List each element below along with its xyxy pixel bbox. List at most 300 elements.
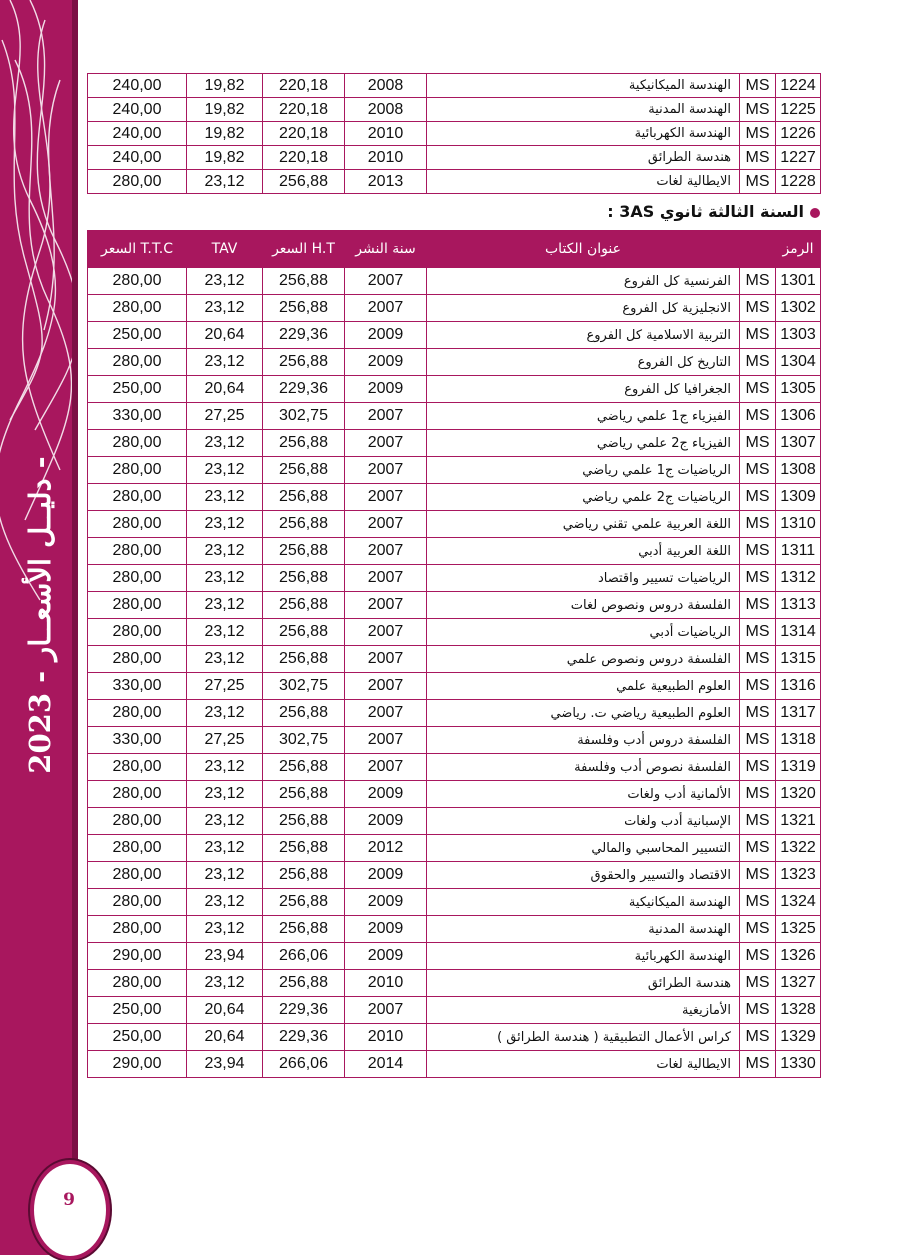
price-ttc-cell: 280,00: [88, 619, 187, 646]
price-ttc-cell: 280,00: [88, 349, 187, 376]
price-ht-cell: 256,88: [263, 781, 345, 808]
table-row: [88, 295, 821, 322]
price-ht-cell: 229,36: [263, 997, 345, 1024]
book-title-cell: الايطالية لغات: [427, 1051, 740, 1078]
price-ht-cell: 256,88: [263, 268, 345, 295]
publisher-cell: MS: [740, 376, 776, 403]
tav-cell: 23,12: [187, 970, 263, 997]
code-cell: 1307: [776, 430, 821, 457]
price-ht-cell: 220,18: [263, 74, 345, 98]
publisher-cell: MS: [740, 916, 776, 943]
price-ttc-cell: 330,00: [88, 403, 187, 430]
code-cell: 1314: [776, 619, 821, 646]
publisher-cell: MS: [740, 430, 776, 457]
publisher-cell: MS: [740, 727, 776, 754]
year-cell: 2009: [345, 862, 427, 889]
tav-cell: 27,25: [187, 403, 263, 430]
table-row: [88, 808, 821, 835]
price-ttc-cell: 290,00: [88, 1051, 187, 1078]
book-title-cell: الرياضيات ج1 علمي رياضي: [427, 457, 740, 484]
book-title-cell: الهندسة المدنية: [427, 98, 740, 122]
price-ttc-cell: 280,00: [88, 970, 187, 997]
price-ht-cell: 256,88: [263, 457, 345, 484]
code-cell: 1317: [776, 700, 821, 727]
price-ttc-cell: 280,00: [88, 889, 187, 916]
price-ttc-cell: 330,00: [88, 727, 187, 754]
year-cell: 2007: [345, 430, 427, 457]
tav-cell: 23,12: [187, 170, 263, 194]
publisher-cell: MS: [740, 1051, 776, 1078]
heading-label: السنة الثالثة ثانوي: [659, 202, 804, 221]
table-row: [88, 430, 821, 457]
price-ht-cell: 256,88: [263, 619, 345, 646]
tav-cell: 23,12: [187, 430, 263, 457]
publisher-cell: MS: [740, 970, 776, 997]
tav-cell: 19,82: [187, 74, 263, 98]
tav-cell: 20,64: [187, 997, 263, 1024]
tav-cell: 23,12: [187, 781, 263, 808]
table-row: [88, 700, 821, 727]
table-row: [88, 376, 821, 403]
publisher-cell: MS: [740, 808, 776, 835]
side-title: دليــل الأسعــار - 2023 -: [23, 456, 57, 774]
price-ht-cell: 256,88: [263, 295, 345, 322]
price-ht-cell: 220,18: [263, 146, 345, 170]
price-ttc-cell: 280,00: [88, 170, 187, 194]
page-number-badge: [30, 1160, 110, 1260]
tav-cell: 23,12: [187, 754, 263, 781]
tav-cell: 23,12: [187, 565, 263, 592]
price-ht-cell: 256,88: [263, 646, 345, 673]
price-ht-cell: 266,06: [263, 943, 345, 970]
price-ttc-cell: 330,00: [88, 673, 187, 700]
price-ttc-cell: 280,00: [88, 862, 187, 889]
price-ttc-cell: 240,00: [88, 122, 187, 146]
book-title-cell: الإسبانية أدب ولغات: [427, 808, 740, 835]
price-ttc-cell: 280,00: [88, 781, 187, 808]
tav-cell: 23,12: [187, 457, 263, 484]
table-row: [88, 98, 821, 122]
book-title-cell: الألمانية أدب ولغات: [427, 781, 740, 808]
price-table-3as: [87, 230, 821, 1078]
book-title-cell: الفرنسية كل الفروع: [427, 268, 740, 295]
book-title-cell: الهندسة المدنية: [427, 916, 740, 943]
tav-cell: 27,25: [187, 727, 263, 754]
book-title-cell: الهندسة الميكانيكية: [427, 889, 740, 916]
table-row: [88, 268, 821, 295]
book-title-cell: الهندسة الكهربائية: [427, 122, 740, 146]
tav-cell: 23,12: [187, 808, 263, 835]
table-row: [88, 646, 821, 673]
table-row: [88, 970, 821, 997]
year-cell: 2007: [345, 673, 427, 700]
year-cell: 2012: [345, 835, 427, 862]
code-cell: 1320: [776, 781, 821, 808]
price-ttc-cell: 240,00: [88, 74, 187, 98]
price-table-continued: [87, 73, 821, 194]
year-cell: 2014: [345, 1051, 427, 1078]
price-ht-cell: 256,88: [263, 970, 345, 997]
tav-cell: 23,12: [187, 268, 263, 295]
tav-cell: 20,64: [187, 322, 263, 349]
header-code: الرمز: [776, 231, 821, 268]
year-cell: 2009: [345, 943, 427, 970]
code-cell: 1303: [776, 322, 821, 349]
book-title-cell: التاريخ كل الفروع: [427, 349, 740, 376]
year-cell: 2007: [345, 295, 427, 322]
table-row: [88, 781, 821, 808]
section-heading: [420, 202, 820, 228]
year-cell: 2009: [345, 781, 427, 808]
code-cell: 1325: [776, 916, 821, 943]
header-tav: TAV: [187, 231, 263, 268]
publisher-cell: MS: [740, 74, 776, 98]
price-ht-cell: 229,36: [263, 376, 345, 403]
publisher-cell: MS: [740, 457, 776, 484]
price-ttc-cell: 240,00: [88, 146, 187, 170]
sidebar: [0, 0, 78, 1255]
table-row: [88, 727, 821, 754]
table-row: [88, 619, 821, 646]
tav-cell: 23,12: [187, 295, 263, 322]
code-cell: 1312: [776, 565, 821, 592]
code-cell: 1329: [776, 1024, 821, 1051]
table-row: [88, 943, 821, 970]
price-ttc-cell: 240,00: [88, 98, 187, 122]
tav-cell: 23,12: [187, 862, 263, 889]
tav-cell: 23,12: [187, 646, 263, 673]
price-ttc-cell: 280,00: [88, 700, 187, 727]
tav-cell: 23,94: [187, 943, 263, 970]
publisher-cell: MS: [740, 889, 776, 916]
book-title-cell: الفلسفة دروس ونصوص لغات: [427, 592, 740, 619]
publisher-cell: MS: [740, 781, 776, 808]
table-row: [88, 170, 821, 194]
publisher-cell: MS: [740, 943, 776, 970]
price-ttc-cell: 250,00: [88, 997, 187, 1024]
header-year: سنة النشر: [345, 231, 427, 268]
book-title-cell: الانجليزية كل الفروع: [427, 295, 740, 322]
price-ht-cell: 302,75: [263, 727, 345, 754]
price-ht-cell: 229,36: [263, 322, 345, 349]
price-ttc-cell: 280,00: [88, 457, 187, 484]
year-cell: 2009: [345, 808, 427, 835]
publisher-cell: MS: [740, 700, 776, 727]
publisher-cell: MS: [740, 146, 776, 170]
price-ht-cell: 256,88: [263, 592, 345, 619]
tav-cell: 23,12: [187, 889, 263, 916]
publisher-cell: MS: [740, 349, 776, 376]
year-cell: 2010: [345, 146, 427, 170]
code-cell: 1316: [776, 673, 821, 700]
year-cell: 2007: [345, 727, 427, 754]
code-cell: 1315: [776, 646, 821, 673]
code-cell: 1308: [776, 457, 821, 484]
heading-code: 3AS: [619, 202, 655, 221]
table-row: [88, 997, 821, 1024]
book-title-cell: الجغرافيا كل الفروع: [427, 376, 740, 403]
table-row: [88, 511, 821, 538]
price-ht-cell: 256,88: [263, 349, 345, 376]
year-cell: 2007: [345, 457, 427, 484]
publisher-cell: MS: [740, 592, 776, 619]
code-cell: 1318: [776, 727, 821, 754]
header-price-ht: السعر H.T: [263, 231, 345, 268]
price-ttc-cell: 280,00: [88, 295, 187, 322]
tav-cell: 20,64: [187, 1024, 263, 1051]
tav-cell: 19,82: [187, 122, 263, 146]
publisher-cell: MS: [740, 170, 776, 194]
tav-cell: 23,12: [187, 511, 263, 538]
publisher-cell: MS: [740, 1024, 776, 1051]
code-cell: 1306: [776, 403, 821, 430]
year-cell: 2008: [345, 98, 427, 122]
tav-cell: 23,94: [187, 1051, 263, 1078]
year-cell: 2010: [345, 970, 427, 997]
price-ttc-cell: 280,00: [88, 754, 187, 781]
book-title-cell: اللغة العربية علمي تقني رياضي: [427, 511, 740, 538]
book-title-cell: الاقتصاد والتسيير والحقوق: [427, 862, 740, 889]
book-title-cell: الهندسة الميكانيكية: [427, 74, 740, 98]
table-row: [88, 916, 821, 943]
publisher-cell: MS: [740, 268, 776, 295]
price-ttc-cell: 250,00: [88, 1024, 187, 1051]
code-cell: 1310: [776, 511, 821, 538]
code-cell: 1304: [776, 349, 821, 376]
book-title-cell: كراس الأعمال التطبيقية ( هندسة الطرائق ): [427, 1024, 740, 1051]
table-row: [88, 835, 821, 862]
table-row: [88, 1024, 821, 1051]
price-ht-cell: 256,88: [263, 754, 345, 781]
year-cell: 2009: [345, 322, 427, 349]
table-row: [88, 889, 821, 916]
tav-cell: 23,12: [187, 538, 263, 565]
price-ht-cell: 256,88: [263, 808, 345, 835]
code-cell: 1328: [776, 997, 821, 1024]
book-title-cell: اللغة العربية أدبي: [427, 538, 740, 565]
book-title-cell: الأمازيغية: [427, 997, 740, 1024]
book-title-cell: الفلسفة دروس أدب وفلسفة: [427, 727, 740, 754]
price-ttc-cell: 280,00: [88, 538, 187, 565]
code-cell: 1326: [776, 943, 821, 970]
year-cell: 2009: [345, 349, 427, 376]
publisher-cell: MS: [740, 538, 776, 565]
year-cell: 2013: [345, 170, 427, 194]
price-ht-cell: 302,75: [263, 403, 345, 430]
tav-cell: 19,82: [187, 98, 263, 122]
publisher-cell: MS: [740, 98, 776, 122]
book-title-cell: التسيير المحاسبي والمالي: [427, 835, 740, 862]
publisher-cell: MS: [740, 565, 776, 592]
code-cell: 1311: [776, 538, 821, 565]
price-ttc-cell: 280,00: [88, 430, 187, 457]
price-ttc-cell: 280,00: [88, 592, 187, 619]
book-title-cell: الرياضيات ج2 علمي رياضي: [427, 484, 740, 511]
code-cell: 1321: [776, 808, 821, 835]
year-cell: 2009: [345, 376, 427, 403]
year-cell: 2007: [345, 997, 427, 1024]
publisher-cell: MS: [740, 862, 776, 889]
book-title-cell: الرياضيات تسيير واقتصاد: [427, 565, 740, 592]
year-cell: 2007: [345, 538, 427, 565]
code-cell: 1227: [776, 146, 821, 170]
publisher-cell: MS: [740, 484, 776, 511]
table-row: [88, 74, 821, 98]
year-cell: 2010: [345, 122, 427, 146]
sidebar-edge: [72, 0, 78, 1255]
code-cell: 1224: [776, 74, 821, 98]
price-ttc-cell: 280,00: [88, 268, 187, 295]
tav-cell: 23,12: [187, 484, 263, 511]
year-cell: 2007: [345, 754, 427, 781]
publisher-cell: MS: [740, 122, 776, 146]
code-cell: 1309: [776, 484, 821, 511]
table-row: [88, 538, 821, 565]
publisher-cell: MS: [740, 511, 776, 538]
price-ttc-cell: 280,00: [88, 808, 187, 835]
table-row: [88, 754, 821, 781]
code-cell: 1228: [776, 170, 821, 194]
code-cell: 1302: [776, 295, 821, 322]
code-cell: 1322: [776, 835, 821, 862]
table-row: [88, 484, 821, 511]
price-ttc-cell: 280,00: [88, 916, 187, 943]
publisher-cell: MS: [740, 322, 776, 349]
header-publisher: [740, 231, 776, 268]
publisher-cell: MS: [740, 997, 776, 1024]
publisher-cell: MS: [740, 295, 776, 322]
price-ttc-cell: 290,00: [88, 943, 187, 970]
publisher-cell: MS: [740, 835, 776, 862]
price-ttc-cell: 280,00: [88, 646, 187, 673]
year-cell: 2007: [345, 700, 427, 727]
table-row: [88, 1051, 821, 1078]
tav-cell: 27,25: [187, 673, 263, 700]
price-ht-cell: 256,88: [263, 889, 345, 916]
table-row: [88, 565, 821, 592]
heading-colon: :: [607, 202, 614, 221]
book-title-cell: الهندسة الكهربائية: [427, 943, 740, 970]
price-ht-cell: 256,88: [263, 565, 345, 592]
tav-cell: 19,82: [187, 146, 263, 170]
publisher-cell: MS: [740, 754, 776, 781]
table-row: [88, 862, 821, 889]
price-ht-cell: 256,88: [263, 700, 345, 727]
code-cell: 1324: [776, 889, 821, 916]
year-cell: 2007: [345, 403, 427, 430]
code-cell: 1226: [776, 122, 821, 146]
price-ht-cell: 302,75: [263, 673, 345, 700]
price-ht-cell: 256,88: [263, 170, 345, 194]
book-title-cell: هندسة الطرائق: [427, 146, 740, 170]
price-ttc-cell: 280,00: [88, 511, 187, 538]
year-cell: 2009: [345, 889, 427, 916]
year-cell: 2007: [345, 619, 427, 646]
price-ht-cell: 256,88: [263, 862, 345, 889]
year-cell: 2010: [345, 1024, 427, 1051]
book-title-cell: الرياضيات أدبي: [427, 619, 740, 646]
price-ttc-cell: 280,00: [88, 835, 187, 862]
tav-cell: 23,12: [187, 835, 263, 862]
year-cell: 2007: [345, 484, 427, 511]
header-price-ttc: السعر T.T.C: [88, 231, 187, 268]
book-title-cell: الايطالية لغات: [427, 170, 740, 194]
year-cell: 2007: [345, 268, 427, 295]
year-cell: 2007: [345, 592, 427, 619]
table-row: [88, 349, 821, 376]
tav-cell: 23,12: [187, 700, 263, 727]
book-title-cell: هندسة الطرائق: [427, 970, 740, 997]
table-row: [88, 592, 821, 619]
header-title: عنوان الكتاب: [427, 231, 740, 268]
price-ht-cell: 220,18: [263, 122, 345, 146]
year-cell: 2007: [345, 646, 427, 673]
book-title-cell: التربية الاسلامية كل الفروع: [427, 322, 740, 349]
price-ht-cell: 256,88: [263, 484, 345, 511]
code-cell: 1330: [776, 1051, 821, 1078]
year-cell: 2008: [345, 74, 427, 98]
book-title-cell: العلوم الطبيعية علمي: [427, 673, 740, 700]
table-row: [88, 457, 821, 484]
book-title-cell: العلوم الطبيعية رياضي ت. رياضي: [427, 700, 740, 727]
price-ht-cell: 220,18: [263, 98, 345, 122]
year-cell: 2007: [345, 511, 427, 538]
price-ttc-cell: 250,00: [88, 322, 187, 349]
code-cell: 1225: [776, 98, 821, 122]
price-ttc-cell: 250,00: [88, 376, 187, 403]
bullet-icon: [810, 208, 820, 218]
code-cell: 1313: [776, 592, 821, 619]
year-cell: 2007: [345, 565, 427, 592]
table-row: [88, 122, 821, 146]
price-ht-cell: 256,88: [263, 538, 345, 565]
publisher-cell: MS: [740, 673, 776, 700]
tav-cell: 20,64: [187, 376, 263, 403]
price-ht-cell: 266,06: [263, 1051, 345, 1078]
code-cell: 1327: [776, 970, 821, 997]
table-header: [88, 231, 821, 268]
price-ht-cell: 256,88: [263, 430, 345, 457]
price-ht-cell: 229,36: [263, 1024, 345, 1051]
code-cell: 1323: [776, 862, 821, 889]
year-cell: 2009: [345, 916, 427, 943]
price-ht-cell: 256,88: [263, 835, 345, 862]
publisher-cell: MS: [740, 403, 776, 430]
tav-cell: 23,12: [187, 592, 263, 619]
page-number: 9: [63, 1190, 75, 1210]
book-title-cell: الفيزياء ج1 علمي رياضي: [427, 403, 740, 430]
tav-cell: 23,12: [187, 619, 263, 646]
tav-cell: 23,12: [187, 349, 263, 376]
code-cell: 1305: [776, 376, 821, 403]
price-ttc-cell: 280,00: [88, 484, 187, 511]
tav-cell: 23,12: [187, 916, 263, 943]
code-cell: 1301: [776, 268, 821, 295]
table-row: [88, 673, 821, 700]
table-row: [88, 322, 821, 349]
table-row: [88, 146, 821, 170]
book-title-cell: الفلسفة نصوص أدب وفلسفة: [427, 754, 740, 781]
book-title-cell: الفلسفة دروس ونصوص علمي: [427, 646, 740, 673]
publisher-cell: MS: [740, 619, 776, 646]
book-title-cell: الفيزياء ج2 علمي رياضي: [427, 430, 740, 457]
table-row: [88, 403, 821, 430]
price-ttc-cell: 280,00: [88, 565, 187, 592]
publisher-cell: MS: [740, 646, 776, 673]
price-ht-cell: 256,88: [263, 511, 345, 538]
code-cell: 1319: [776, 754, 821, 781]
price-ht-cell: 256,88: [263, 916, 345, 943]
